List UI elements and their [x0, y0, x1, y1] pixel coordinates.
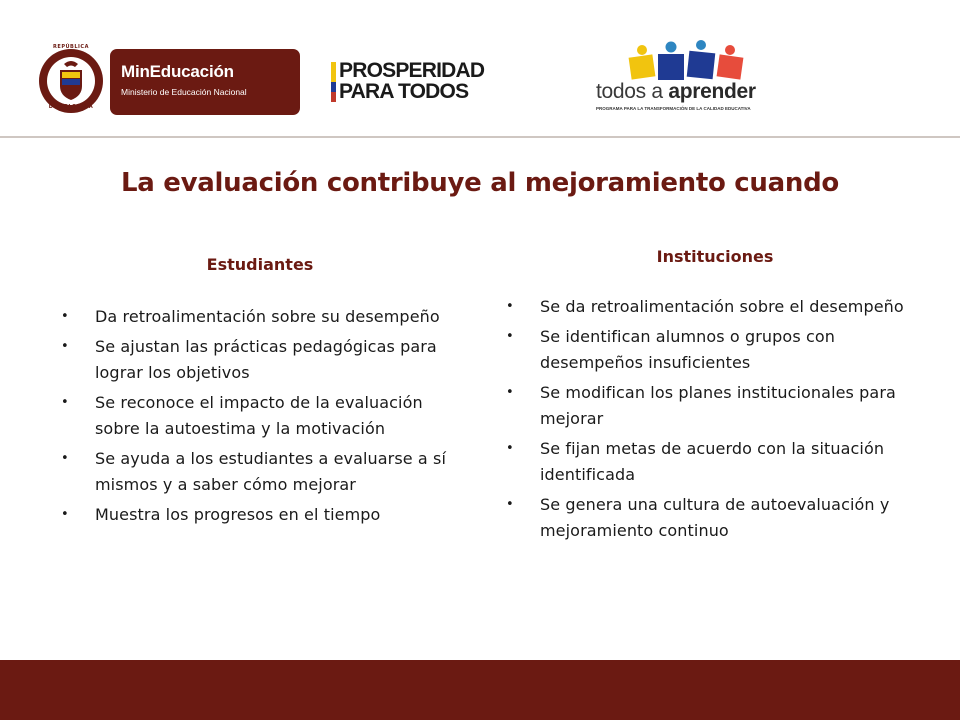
todos-aprender-tagline: PROGRAMA PARA LA TRANSFORMACIÓN DE LA CALIDAD EDUCATIVA: [596, 106, 751, 111]
estudiantes-heading: Estudiantes: [206, 255, 314, 274]
list-item: [60, 502, 460, 528]
list-item: [505, 380, 925, 432]
mineducacion-title: MinEducación: [121, 62, 234, 81]
list-item-text: Se fijan metas de acuerdo con la situación identificada: [540, 439, 885, 484]
bullet-icon: •: [506, 329, 514, 344]
aprender-word: aprender: [668, 80, 756, 103]
list-item-text: Se genera una cultura de autoevaluación y mejoramiento continuo: [540, 495, 890, 540]
estudiantes-list: [60, 304, 460, 528]
header-divider: [0, 136, 960, 138]
list-item-text: Se identifican alumnos o grupos con desempeños insuficientes: [540, 327, 835, 372]
list-item-text: Da retroalimentación sobre su desempeño: [95, 307, 440, 326]
prosperidad-line1: PROSPERIDAD: [339, 59, 485, 82]
todos-word: todos a: [596, 80, 669, 103]
bullet-icon: •: [61, 451, 69, 466]
list-item-text: Se reconoce el impacto de la evaluación sobre la autoestima y la motivación: [95, 393, 423, 438]
todos-aprender-wordmark: [596, 80, 796, 104]
instituciones-heading: Instituciones: [656, 247, 774, 266]
list-item: [60, 334, 460, 386]
mineducacion-subtitle: Ministerio de Educación Nacional: [121, 87, 247, 97]
prosperidad-line2: PARA TODOS: [339, 80, 469, 103]
instituciones-list: [505, 294, 925, 544]
bullet-icon: •: [61, 395, 69, 410]
mineducacion-logo: [110, 49, 300, 115]
list-item-text: Se ajustan las prácticas pedagógicas para lograr los objetivos: [95, 337, 437, 382]
list-item: [60, 446, 460, 498]
list-item: [60, 390, 460, 442]
list-item: [505, 294, 925, 320]
estudiantes-column: [60, 255, 460, 532]
bullet-icon: •: [61, 507, 69, 522]
list-item-text: Muestra los progresos en el tiempo: [95, 505, 381, 524]
instituciones-column: [505, 247, 925, 548]
footer-band: [0, 660, 960, 720]
list-item: [60, 304, 460, 330]
todos-aprender-figures-icon: [628, 40, 748, 82]
bullet-icon: •: [506, 441, 514, 456]
list-item: [505, 492, 925, 544]
bullet-icon: •: [506, 385, 514, 400]
prosperidad-flag-icon: [331, 62, 336, 102]
bullet-icon: •: [506, 299, 514, 314]
list-item: [505, 436, 925, 488]
prosperidad-logo: [339, 60, 499, 102]
header-logos: [0, 0, 960, 137]
bullet-icon: •: [61, 339, 69, 354]
seal-bottom-text: DE COLOMBIA: [48, 104, 94, 110]
list-item-text: Se ayuda a los estudiantes a evaluarse a sí mismos y a saber cómo mejorar: [95, 449, 446, 494]
bullet-icon: •: [506, 497, 514, 512]
list-item: [505, 324, 925, 376]
page-title: La evaluación contribuye al mejoramiento cuando: [121, 168, 839, 198]
list-item-text: Se modifican los planes institucionales para mejorar: [540, 383, 896, 428]
bullet-icon: •: [61, 309, 69, 324]
seal-top-text: REPÚBLICA: [53, 44, 89, 50]
list-item-text: Se da retroalimentación sobre el desempeño: [540, 297, 904, 316]
